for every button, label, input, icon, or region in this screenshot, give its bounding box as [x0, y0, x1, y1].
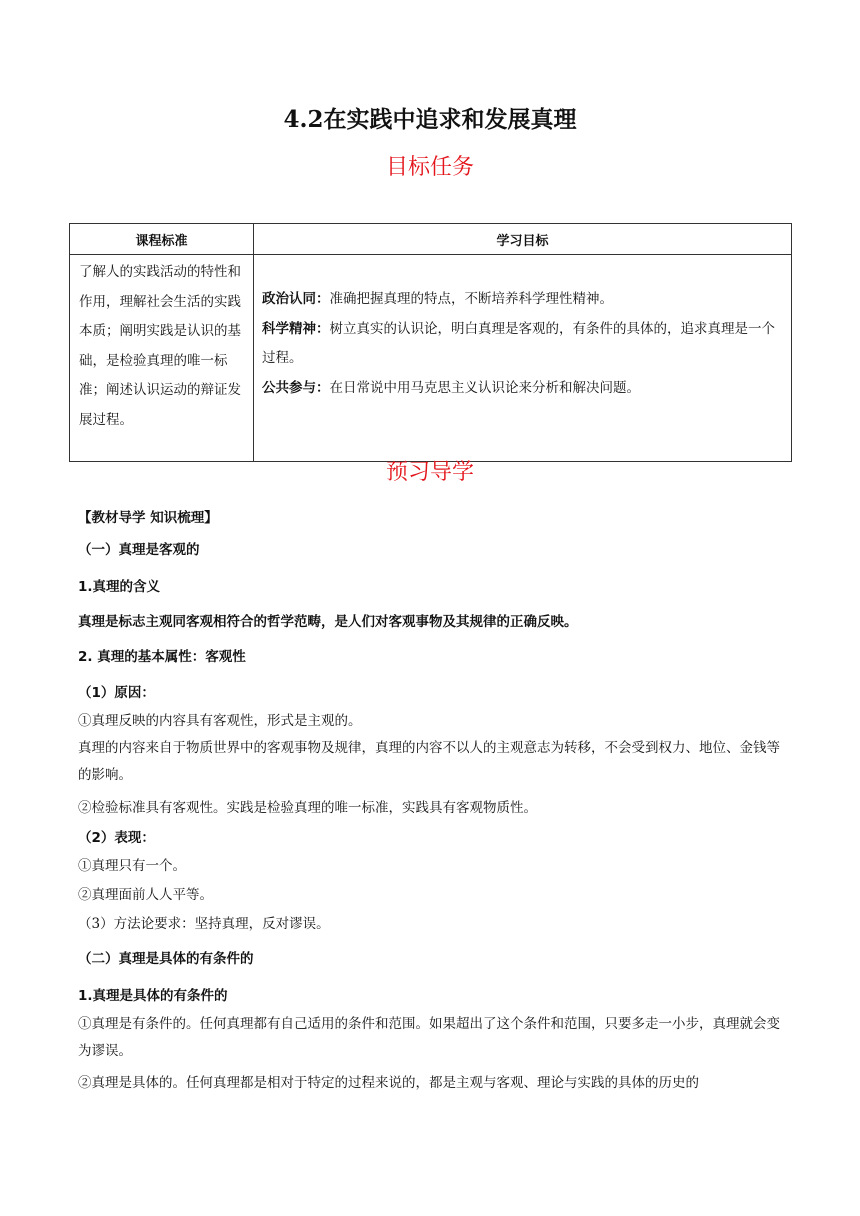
subheading-objectivity: 2. 真理的基本属性：客观性 — [78, 649, 246, 665]
methodology-line: （3）方法论要求：坚持真理，反对谬误。 — [78, 916, 330, 932]
paragraph-conditional: ①真理是有条件的。任何真理都有自己适用的条件和范围。如果超出了这个条件和范围，只要多走一小步，真理就会变为谬误。 — [78, 1016, 780, 1059]
guide-header: 【教材导学 知识梳理】 — [78, 510, 218, 526]
truth-definition: 真理是标志主观同客观相符合的哲学范畴，是人们对客观事物及其规律的正确反映。 — [78, 614, 578, 630]
table-row — [70, 255, 792, 462]
objective-item: 公共参与：在日常说中用马克思主义认识论来分析和解决问题。 — [262, 379, 640, 396]
learning-objectives-cell — [254, 255, 792, 462]
heading-truth-objective: （一）真理是客观的 — [78, 542, 200, 558]
reason-item: ①真理反映的内容具有客观性，形式是主观的。 — [78, 713, 362, 729]
performance-item: ②真理面前人人平等。 — [78, 887, 213, 903]
objective-item: 科学精神：树立真实的认识论，明白真理是客观的，有条件的具体的，追求真理是一个过程。 — [262, 320, 775, 366]
subheading-truth-concrete: 1.真理是具体的有条件的 — [78, 988, 228, 1004]
reason-item: ②检验标准具有客观性。实践是检验真理的唯一标准，实践具有客观物质性。 — [78, 800, 537, 816]
section-heading-goals: 目标任务 — [385, 155, 474, 180]
reason-detail: 真理的内容来自于物质世界中的客观事物及规律，真理的内容不以人的主观意志为转移，不会受到权力、地位、金钱等的影响。 — [78, 740, 780, 783]
subheading-truth-meaning: 1.真理的含义 — [78, 579, 161, 595]
performance-heading: （2）表现： — [78, 830, 155, 846]
section-heading-preview: 预习导学 — [385, 460, 474, 485]
goals-table — [69, 223, 792, 462]
objective-item: 政治认同：准确把握真理的特点，不断培养科学理性精神。 — [262, 291, 613, 307]
paragraph-concrete: ②真理是具体的。任何真理都是相对于特定的过程来说的，都是主观与客观、理论与实践的具体的历史的 — [78, 1075, 699, 1091]
reason-heading: （1）原因： — [78, 685, 155, 701]
performance-item: ①真理只有一个。 — [78, 858, 186, 874]
heading-truth-concrete: （二）真理是具体的有条件的 — [78, 951, 254, 967]
table-header-objectives: 学习目标 — [254, 224, 792, 255]
curriculum-standard-cell: 了解人的实践活动的特性和作用，理解社会生活的实践本质；阐明实践是认识的基础，是检验真理的唯一标准；阐述认识运动的辩证发展过程。 — [70, 255, 254, 462]
table-header-standard: 课程标准 — [70, 224, 254, 255]
document-title: 4.2在实践中追求和发展真理 — [283, 106, 577, 133]
table-header-row — [70, 224, 792, 255]
